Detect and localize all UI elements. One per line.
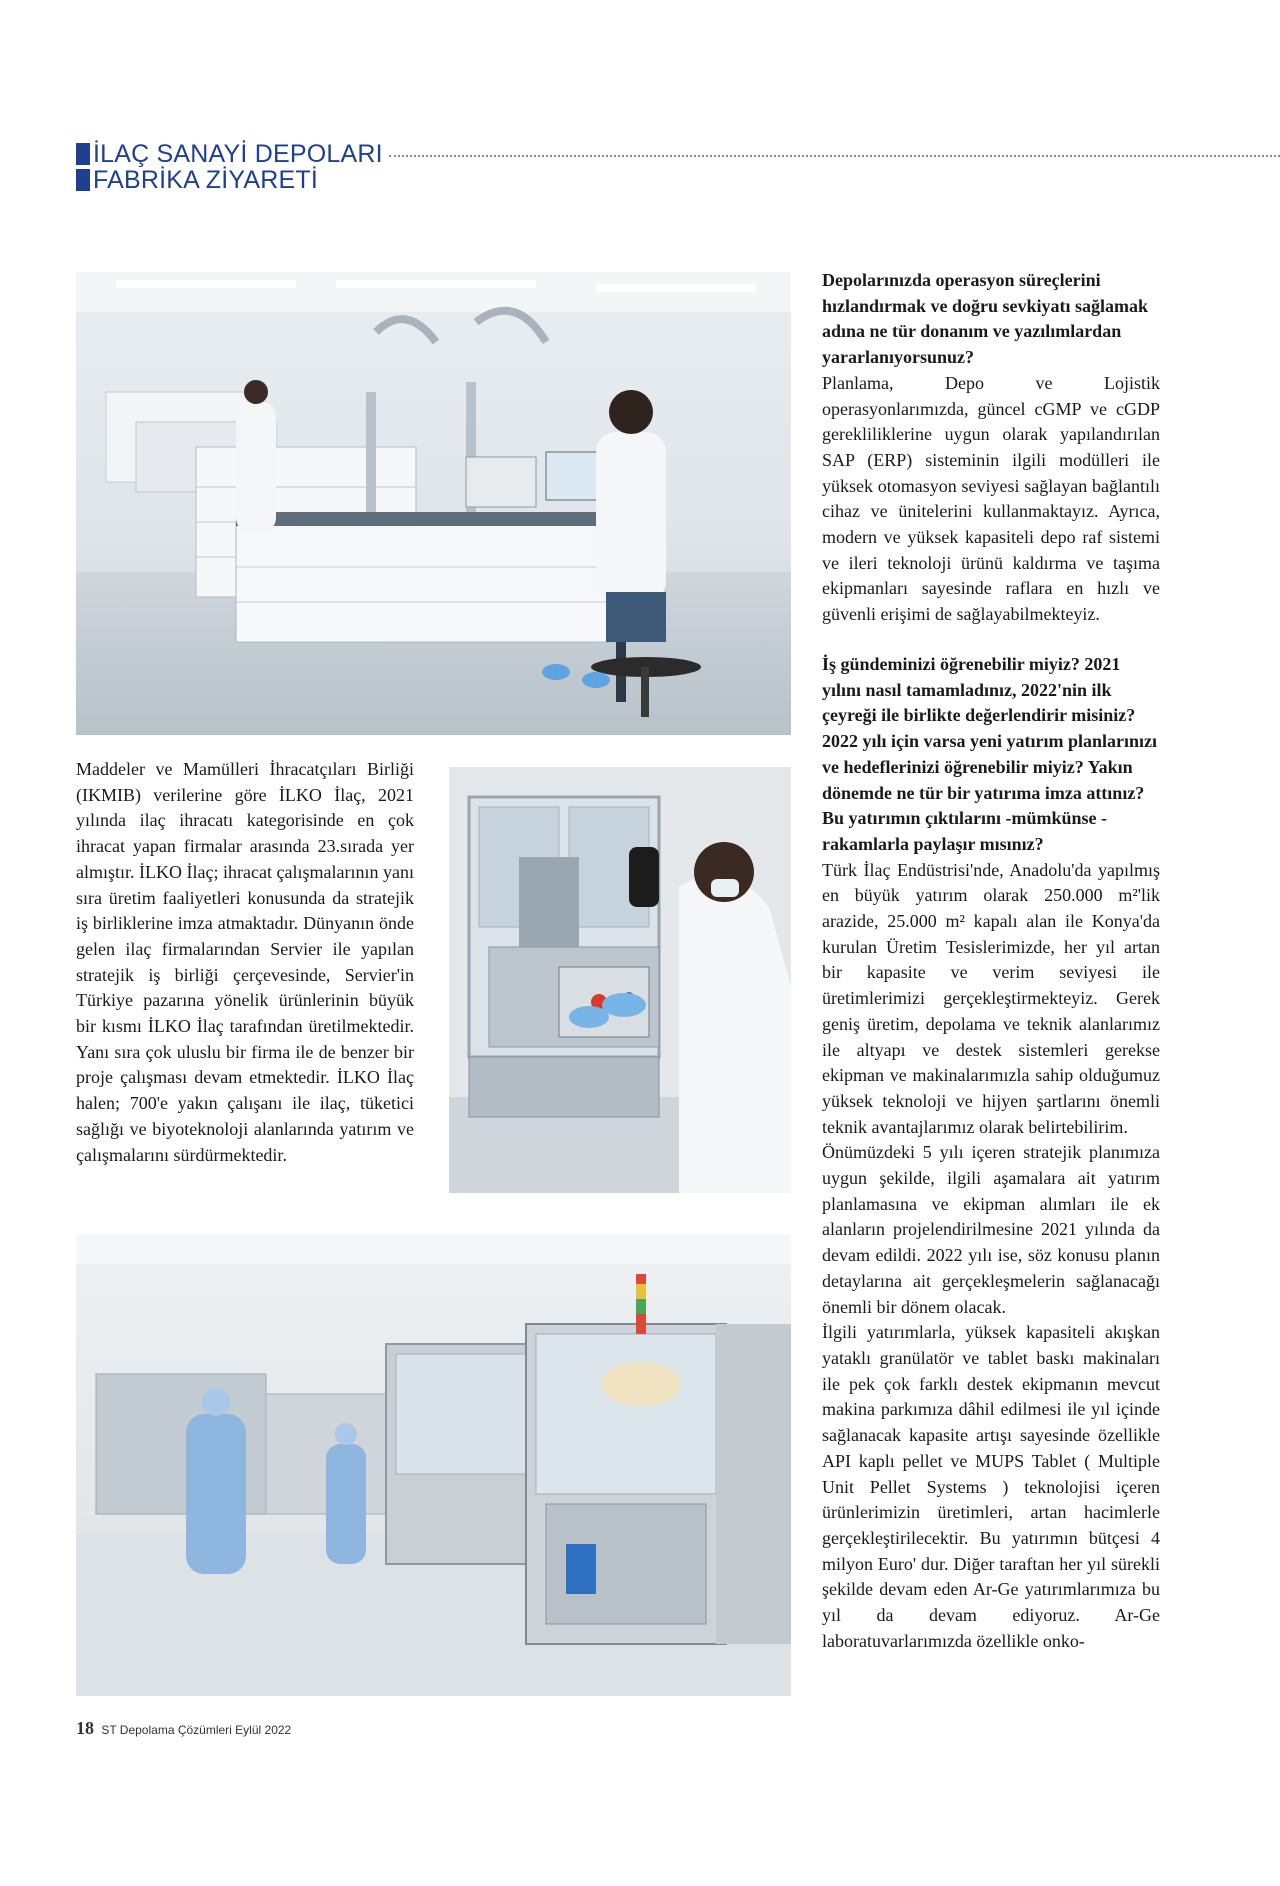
answer-1: Planlama, Depo ve Lojistik operasyonlarımızda, güncel cGMP ve cGDP gerekliliklerine uygun olarak yapılandırılan SAP (ERP) sisteminin ilgili modülleri ile yüksek otomasyon seviyesi sağlayan bağlantılı cihaz ve ünitelerini kullanmaktayız. Ayrıca, modern ve yüksek kapasiteli depo raf sistemi ve ileri teknoloji ürünü kaldırma ve taşıma ekipmanları sayesinde raflara en hızlı ve güvenli erişimi de sağlayabilmekteyiz. [822, 372, 1160, 625]
answer-2: Türk İlaç Endüstrisi'nde, Anadolu'da yapılmış en büyük yatırım olarak 250.000 m²'lik arazide, 25.000 m² kapalı alan ile Konya'da kurulan Üretim Tesislerimizde, her yıl artan bir kapasite ve verim seviyesi ile üretimlerimizi gerçekleştirmekteyiz. Gerek geniş üretim, depolama ve teknik alanlarımız ile altyapı ve destek sistemleri gerekse ekipman ve makinalarımızla sahip olduğumuz yüksek teknoloji ve hijyen şartlarını önemli teknik avantajlarımız olarak belirtebilirim. [822, 859, 1160, 1137]
lab-photo [76, 272, 791, 735]
section-subtitle: FABRİKA ZİYARETİ [93, 166, 319, 194]
lab-photo-illustration [76, 272, 791, 735]
answer-4: İlgili yatırımlarla, yüksek kapasiteli akışkan yataklı granülatör ve tablet baskı makinaları ile pek çok farklı destek ekipmanın mevcut makina parkımıza dâhil edilmesi ile yıl içinde sağlanacak kapasite artışı sayesinde özellikle API kaplı pellet ve MUPS Tablet ( Multiple Unit Pellet Systems ) teknolojisi içeren ürünlerimizin üretimleri, artan hacimlerle gerçekleştirilecektir. Bu yatırımın bütçesi 4 milyon Euro' dur. Diğer taraftan her yıl sürekli şekilde devam eden Ar-Ge yatırımlarımıza bu yıl da devam ediyoruz. Ar-Ge laboratuvarlarımızda özellikle onko- [822, 1322, 1160, 1651]
page-number: 18 [76, 1718, 94, 1738]
right-column-top [822, 268, 1160, 628]
left-paragraph: Maddeler ve Mamülleri İhracatçıları Birliği (IKMIB) verilerine göre İLKO İlaç, 2021 yılında ilaç ihracatı kategorisinde en çok ihracat yapan firmalar arasında 23.sırada yer almıştır. İLKO İlaç; ihracat çalışmalarının yanı sıra üretim faaliyetleri konusunda da stratejik iş birliklerine imza atmaktadır. Dünyanın önde gelen ilaç firmalarından Servier ile yapılan stratejik iş birliği çerçevesinde, Servier'in Türkiye pazarına yönelik ürünlerinin büyük bir kısmı İLKO İlaç tarafından üretilmektedir. Yanı sıra çok uluslu bir firma ile de benzer bir proje çalışması devam etmektedir. İLKO İlaç halen; 700'e yakın çalışanı ile ilaç, tüketici sağlığı ve biyoteknoloji alanlarında yatırım ve çalışmalarını sürdürmektedir. [76, 759, 414, 1165]
section-header [76, 141, 1280, 193]
right-column-bottom [822, 652, 1160, 1654]
header-bar-icon [76, 169, 90, 191]
production-line-photo [76, 1234, 791, 1696]
machine-photo [449, 767, 791, 1193]
answer-3: Önümüzdeki 5 yılı içeren stratejik planımıza uygun şekilde, ilgili aşamalara ait yatırım planlamasına ve ekipman alımları ile ek alanların projelendirilmesine 2021 yılında da devam edildi. 2022 yılı ise, söz konusu planın detaylarına ait gerçekleşmelerin sağlanacağı önemli bir dönem olacak. [822, 1142, 1160, 1317]
dotted-rule [389, 141, 1280, 157]
machine-photo-illustration [449, 767, 791, 1193]
header-row-2 [76, 167, 1280, 193]
left-column [76, 757, 414, 1168]
page-footer [76, 1718, 291, 1739]
header-row-1 [76, 141, 1280, 167]
question-1: Depolarınızda operasyon süreçlerini hızlandırmak ve doğru sevkiyatı sağlamak adına ne tür donanım ve yazılımlardan yararlanıyorsunuz? [822, 270, 1149, 368]
production-line-illustration [76, 1234, 791, 1696]
section-title: İLAÇ SANAYİ DEPOLARI [93, 140, 383, 168]
header-bar-icon [76, 143, 90, 165]
question-2: İş gündeminizi öğrenebilir miyiz? 2021 yılını nasıl tamamladınız, 2022'nin ilk çeyreği ile birlikte değerlendirir misiniz? 2022 yılı için varsa yeni yatırım planlarınızı ve hedeflerinizi öğrenebilir miyiz? Yakın dönemde ne tür bir yatırıma imza attınız? Bu yatırımın çıktılarını -mümkünse - rakamlarla paylaşır mısınız? [822, 654, 1157, 854]
publication-name: ST Depolama Çözümleri Eylül 2022 [101, 1723, 292, 1737]
